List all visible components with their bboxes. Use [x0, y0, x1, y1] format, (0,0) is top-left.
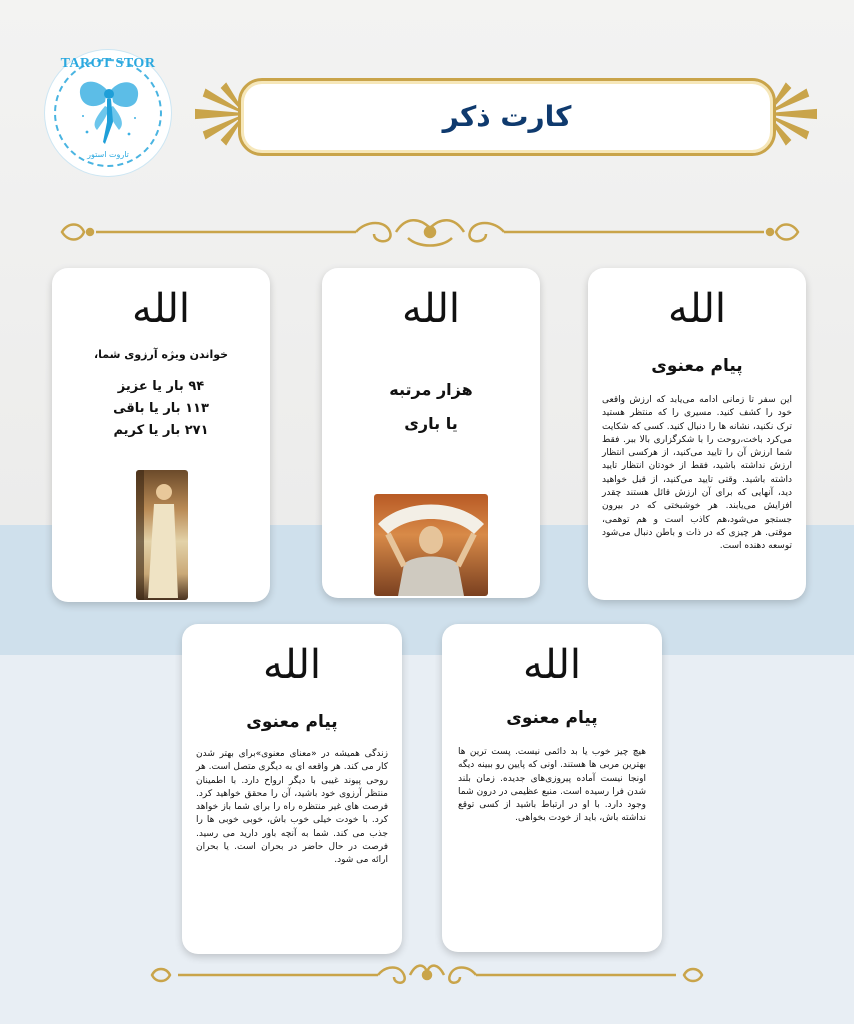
allah-calligraphy: الله [402, 286, 460, 332]
tarot-stor-logo [45, 50, 171, 176]
woman-praying-photo [374, 494, 488, 596]
zikr-card-wishes [52, 268, 270, 602]
wish-intro: خواندن ویژه آرزوی شما، [93, 348, 229, 361]
fairy-icon [67, 72, 149, 154]
page-title: کارت ذکر [442, 100, 572, 133]
allah-calligraphy: الله [668, 286, 726, 332]
card-body: این سفر تا زمانی ادامه می‌یابد که ارزش واقعی خود را کشف کنید. مسیری را که منتظر هستید ترک نکنید، نشانه ها را دنبال کنید. کسی که شکایت می‌کرد باخت،روحت را با شکرگزاری بالا ببر. فقط شما ارزش آن را تایید می‌کنید، از هرکسی انتظار ارزش نداشته باشید، فقط از خودتان انتظار تایید داشته باشید. وقتی تایید می‌کنید، از قبل خواهید دید، آنهایی که برای آن ارزش قائل هستند چقدر افزایش می‌یابند. هر خوشبختی که در بیرون جستجو می‌شود،هم کاذب است و هم توهمی، موقتی. هر چیزی که در ذات و باطن دنبال می‌شود توسعه دهنده است. [602, 395, 792, 552]
card-body: هیچ چیز خوب یا بد دائمی نیست. پست ترین ها بهترین مربی ها هستند. اونی که پایین رو ببینه دیگه اونجا نیست آماده پیروزی‌های جدیده. زمان بلند شدن فرا رسیده است. منبع عظیمی در درون شما وجود دارد. با او در ارتباط باشید از کسی توقع نداشته باش، باید از خودت بخواهی. [458, 747, 646, 824]
logo-bottom-text: تاروت استور [87, 150, 129, 159]
zikr-line-2: ۱۱۳ بار یا باقی [113, 401, 209, 416]
allah-calligraphy: الله [523, 642, 581, 688]
ornament-divider-top [56, 214, 804, 250]
allah-calligraphy: الله [263, 642, 321, 688]
card-title: پیام معنوی [246, 712, 338, 732]
zikr-count: هزار مرتبه [389, 380, 473, 399]
zikr-card-ya-bari [322, 268, 540, 598]
card-title: پیام معنوی [651, 356, 743, 376]
logo-top-text: TAROT STOR [60, 56, 156, 71]
zikr-name: یا باری [404, 414, 458, 433]
zikr-line-3: ۲۷۱ بار یا کریم [113, 423, 209, 438]
allah-calligraphy: الله [132, 286, 190, 332]
card-body: زندگی همیشه در «معنای معنوی»برای بهتر شدن کار می کند. هر واقعه ای به دیگری متصل است. هر روحی پیوند غیبی با دیگر ارواح دارد. با اطمینان منتظر آرزوی خود باشید، آن را محقق خواهید کرد. فرصت های غیر منتظره راه را برای شما باز خواهد کرد. با خودت خیلی خوب باش، خوبی خوبی ها را جذب می کند. شما به آنچه باور دارید می رسید. فرصت در حال حاضر در بحران است. یا بحران ارائه می شود. [196, 749, 388, 866]
message-card-1 [588, 268, 806, 600]
message-card-2 [442, 624, 662, 952]
card-title: پیام معنوی [506, 708, 598, 728]
message-card-3 [182, 624, 402, 954]
title-plaque [238, 78, 776, 156]
woman-photo [136, 470, 188, 600]
zikr-line-1: ۹۴ بار یا عزیز [117, 379, 205, 394]
ornament-divider-bottom [148, 960, 706, 990]
sunburst-left-icon [186, 82, 246, 146]
